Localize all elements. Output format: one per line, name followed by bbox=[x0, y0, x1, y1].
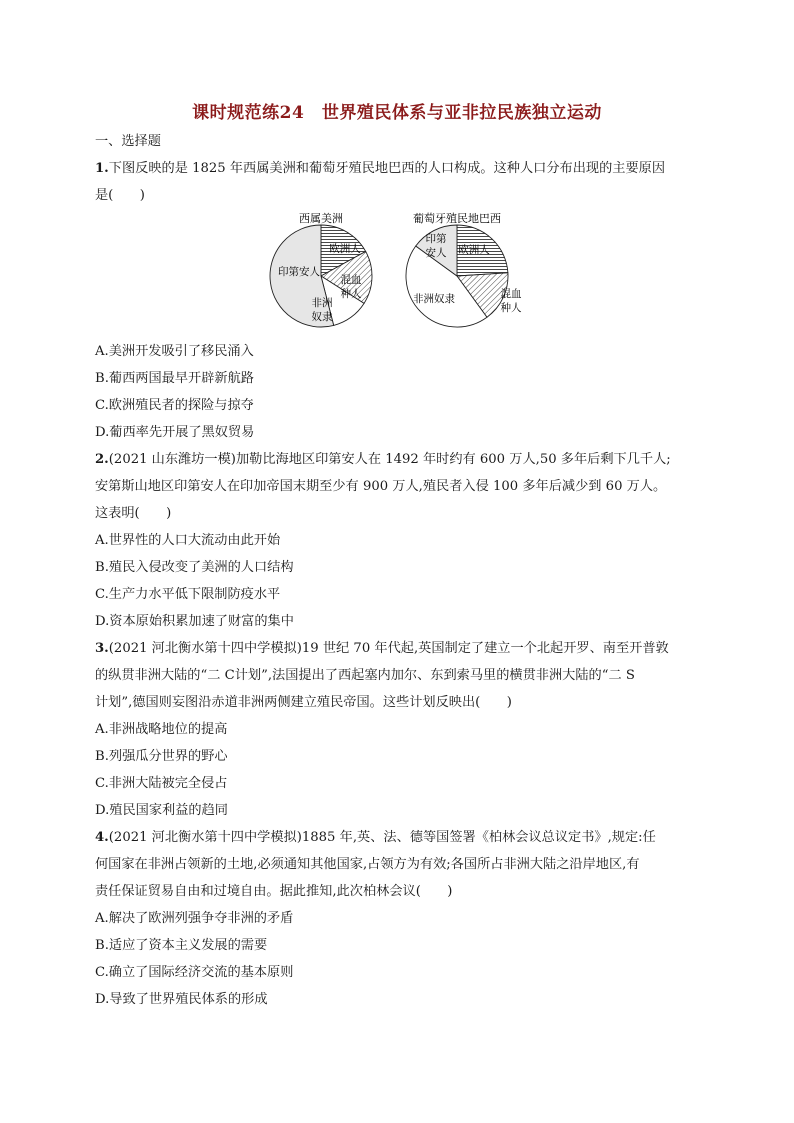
q3-option-a: A.非洲战略地位的提高 bbox=[95, 722, 228, 737]
pie2-label-europe: 欧洲人 bbox=[458, 244, 490, 256]
pie2-slices bbox=[406, 225, 508, 327]
question-1-line-2: 是( ) bbox=[95, 188, 145, 203]
question-2-text-1: (2021 山东潍坊一模)加勒比海地区印第安人在 1492 年时约有 600 万人,50 多年后剩下几千人; bbox=[108, 452, 671, 467]
q4-option-c: C.确立了国际经济交流的基本原则 bbox=[95, 965, 294, 980]
q1-option-d: D.葡西率先开展了黑奴贸易 bbox=[95, 425, 255, 440]
q2-option-c: C.生产力水平低下限制防疫水平 bbox=[95, 587, 281, 602]
pie1-label-mixed-2: 种人 bbox=[340, 288, 362, 300]
question-1-text-1: 下图反映的是 1825 年西属美洲和葡萄牙殖民地巴西的人口构成。这种人口分布出现的主要原因 bbox=[108, 161, 666, 176]
q4-option-d: D.导致了世界殖民体系的形成 bbox=[95, 992, 268, 1007]
question-4-text-1: (2021 河北衡水第十四中学模拟)1885 年,英、法、德等国签署《柏林会议总议定书》,规定:任 bbox=[108, 830, 656, 845]
q4-option-a: A.解决了欧洲列强争夺非洲的矛盾 bbox=[95, 911, 294, 926]
pie2-label-african: 非洲奴隶 bbox=[413, 293, 455, 305]
pie2-label-mixed-2: 种人 bbox=[500, 302, 522, 314]
question-1-number: 1. bbox=[95, 161, 109, 176]
pie1-label-mixed-1: 混血 bbox=[340, 274, 362, 286]
q3-option-b: B.列强瓜分世界的野心 bbox=[95, 749, 228, 764]
question-4-line-3: 责任保证贸易自由和过境自由。据此推知,此次柏林会议( ) bbox=[95, 884, 453, 899]
pie1-label-europe: 欧洲人 bbox=[329, 243, 361, 255]
question-3-line-1 bbox=[95, 640, 669, 658]
question-3-text-1: (2021 河北衡水第十四中学模拟)19 世纪 70 年代起,英国制定了建立一个北起开罗、南至开普敦 bbox=[108, 641, 669, 656]
question-3-number: 3. bbox=[95, 641, 109, 656]
question-2-line-2: 安第斯山地区印第安人在印加帝国末期至少有 900 万人,殖民者入侵 100 多年后减少到 60 万人。 bbox=[95, 479, 667, 494]
pie2-label-mixed-1: 混血 bbox=[500, 288, 522, 300]
question-2-line-1 bbox=[95, 451, 671, 469]
q2-option-b: B.殖民入侵改变了美洲的人口结构 bbox=[95, 560, 294, 575]
question-2-line-3: 这表明( ) bbox=[95, 506, 172, 521]
question-3-line-3: 计划”,德国则妄图沿赤道非洲两侧建立殖民帝国。这些计划反映出( ) bbox=[95, 695, 512, 710]
pie1-title: 西属美洲 bbox=[299, 212, 343, 225]
question-2-number: 2. bbox=[95, 452, 109, 467]
question-3-line-2: 的纵贯非洲大陆的“二 C计划”,法国提出了西起塞内加尔、东到索马里的横贯非洲大陆的“二 S bbox=[95, 668, 635, 683]
pie1-label-african-2: 奴隶 bbox=[311, 311, 333, 323]
pie1-label-african-1: 非洲 bbox=[311, 297, 333, 309]
pie2-title: 葡萄牙殖民地巴西 bbox=[413, 212, 501, 225]
section-heading: 一、选择题 bbox=[95, 134, 161, 149]
q1-option-a: A.美洲开发吸引了移民涌入 bbox=[95, 344, 254, 359]
q1-option-b: B.葡西两国最早开辟新航路 bbox=[95, 371, 254, 386]
pie-charts-svg bbox=[268, 208, 528, 338]
question-4-line-2: 何国家在非洲占领新的土地,必须通知其他国家,占领方为有效;各国所占非洲大陆之沿岸地区,有 bbox=[95, 857, 640, 872]
question-4-number: 4. bbox=[95, 830, 109, 845]
q2-option-d: D.资本原始积累加速了财富的集中 bbox=[95, 614, 294, 629]
q3-option-c: C.非洲大陆被完全侵占 bbox=[95, 776, 228, 791]
q1-option-c: C.欧洲殖民者的探险与掠夺 bbox=[95, 398, 254, 413]
pie2-label-native-1: 印第 bbox=[425, 233, 447, 245]
question-1-line-1 bbox=[95, 160, 665, 178]
page-title: 课时规范练24 世界殖民体系与亚非拉民族独立运动 bbox=[192, 103, 602, 123]
pie1-label-native: 印第安人 bbox=[278, 266, 320, 278]
q2-option-a: A.世界性的人口大流动由此开始 bbox=[95, 533, 281, 548]
q3-option-d: D.殖民国家利益的趋同 bbox=[95, 803, 228, 818]
q4-option-b: B.适应了资本主义发展的需要 bbox=[95, 938, 268, 953]
population-pie-figure bbox=[268, 208, 528, 338]
pie2-label-native-2: 安人 bbox=[425, 247, 447, 259]
question-4-line-1 bbox=[95, 829, 656, 847]
